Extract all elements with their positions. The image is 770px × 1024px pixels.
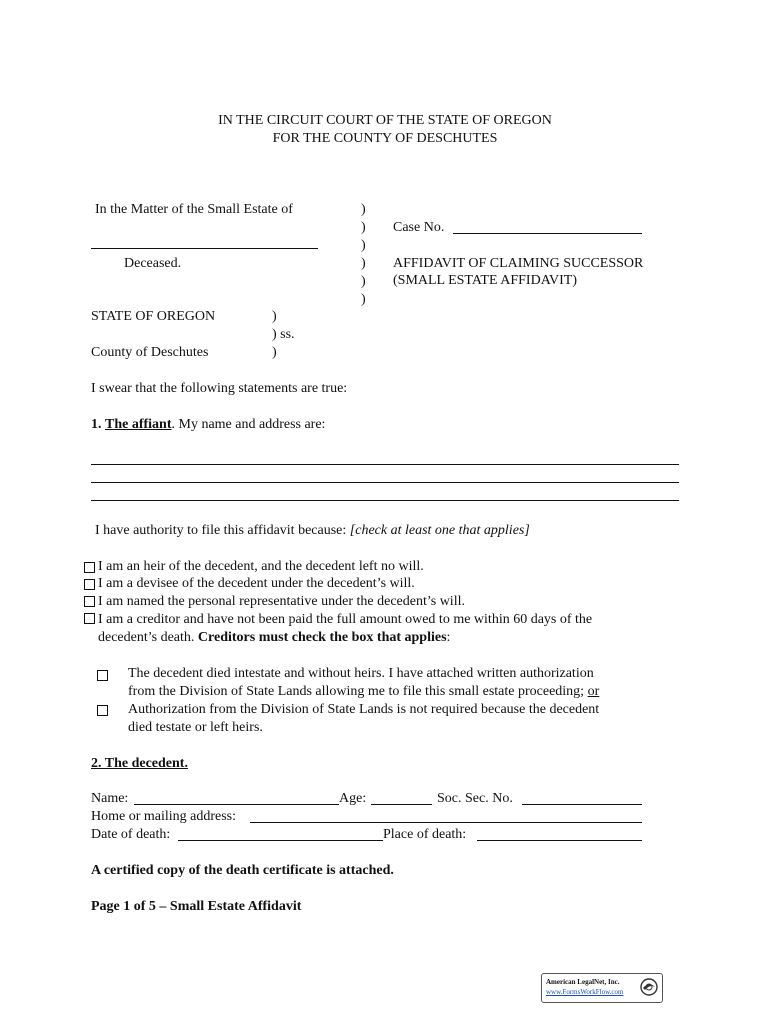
dod-field[interactable]	[178, 840, 383, 841]
devisee-option-label: I am a devisee of the decedent under the decedent’s will.	[98, 576, 415, 591]
section2-heading: 2. The decedent.	[91, 756, 188, 771]
address-label: Home or mailing address:	[91, 809, 237, 824]
creditor-warning: Creditors must check the box that applies	[197, 630, 447, 645]
deceased-label: Deceased.	[124, 256, 182, 271]
affidavit-title: AFFIDAVIT OF CLAIMING SUCCESSOR	[393, 256, 644, 271]
county-title: FOR THE COUNTY OF DESCHUTES	[272, 131, 498, 146]
intestate-option-line1: The decedent died intestate and without heirs. I have attached written authorization	[128, 666, 594, 681]
venue-ss: ) ss.	[272, 327, 295, 342]
intestate-option-text: from the Division of State Lands allowing me to file this small estate proceeding;	[128, 684, 588, 699]
creditor-cont-text: decedent’s death.	[98, 630, 198, 645]
affiant-address-line[interactable]	[91, 482, 679, 483]
heir-option-label: I am an heir of the decedent, and the decedent left no will.	[98, 559, 424, 574]
pod-field[interactable]	[477, 840, 642, 841]
matter-label: In the Matter of the Small Estate of	[95, 202, 293, 217]
ssn-label: Soc. Sec. No.	[437, 791, 513, 806]
not-required-checkbox[interactable]	[97, 705, 108, 716]
logo-company: American LegalNet, Inc.	[546, 978, 620, 986]
venue-paren: )	[272, 309, 277, 324]
decedent-name-line[interactable]	[91, 248, 318, 249]
dod-label: Date of death:	[91, 827, 171, 842]
oath-text: I swear that the following statements are true:	[91, 381, 348, 396]
ssn-field[interactable]	[522, 804, 642, 805]
authority-instruction: [check at least one that applies]	[349, 523, 530, 538]
name-label: Name:	[91, 791, 129, 806]
section1-title: The affiant	[105, 417, 172, 432]
personal-rep-option-label: I am named the personal representative under the decedent’s will.	[98, 594, 465, 609]
globe-icon	[640, 978, 658, 996]
creditor-option-cont	[98, 631, 450, 645]
authority-text: I have authority to file this affidavit because:	[95, 523, 350, 538]
creditor-checkbox[interactable]	[84, 613, 95, 624]
caption-paren: )	[361, 274, 366, 289]
certified-copy-note: A certified copy of the death certificate is attached.	[91, 863, 394, 878]
county-label: County of Deschutes	[91, 345, 209, 360]
section1-text: . My name and address are:	[171, 417, 326, 432]
affidavit-subtitle: (SMALL ESTATE AFFIDAVIT)	[393, 273, 577, 288]
case-no-label: Case No.	[393, 220, 445, 235]
age-field[interactable]	[371, 804, 432, 805]
intestate-option-line2	[128, 685, 599, 699]
page-footer: Page 1 of 5 – Small Estate Affidavit	[91, 899, 302, 914]
caption-paren: )	[361, 202, 366, 217]
authority-lead	[95, 524, 530, 538]
caption-paren: )	[361, 238, 366, 253]
venue-paren: )	[272, 345, 277, 360]
heir-checkbox[interactable]	[84, 562, 95, 573]
case-no-line[interactable]	[453, 233, 642, 234]
caption-paren: )	[361, 292, 366, 307]
state-label: STATE OF OREGON	[91, 309, 216, 324]
court-title: IN THE CIRCUIT COURT OF THE STATE OF OREGON	[218, 113, 552, 128]
name-field[interactable]	[134, 804, 339, 805]
or-connector: or	[587, 684, 600, 699]
creditor-colon: :	[446, 630, 451, 645]
not-required-option-line1: Authorization from the Division of State Lands is not required because the decedent	[128, 702, 600, 717]
pod-label: Place of death:	[383, 827, 467, 842]
affiant-address-line[interactable]	[91, 464, 679, 465]
age-label: Age:	[339, 791, 367, 806]
affiant-address-line[interactable]	[91, 500, 679, 501]
personal-rep-checkbox[interactable]	[84, 596, 95, 607]
devisee-checkbox[interactable]	[84, 579, 95, 590]
legalnet-logo[interactable]	[541, 973, 663, 1003]
logo-url[interactable]: www.FormsWorkFlow.com	[546, 988, 624, 996]
section1-heading	[91, 418, 325, 432]
address-field[interactable]	[250, 822, 642, 823]
not-required-option-line2: died testate or left heirs.	[128, 720, 263, 735]
intestate-checkbox[interactable]	[97, 670, 108, 681]
creditor-option-label: I am a creditor and have not been paid the full amount owed to me within 60 days of the	[98, 612, 593, 627]
caption-paren: )	[361, 220, 366, 235]
section1-number: 1.	[91, 417, 102, 432]
caption-paren: )	[361, 256, 366, 271]
